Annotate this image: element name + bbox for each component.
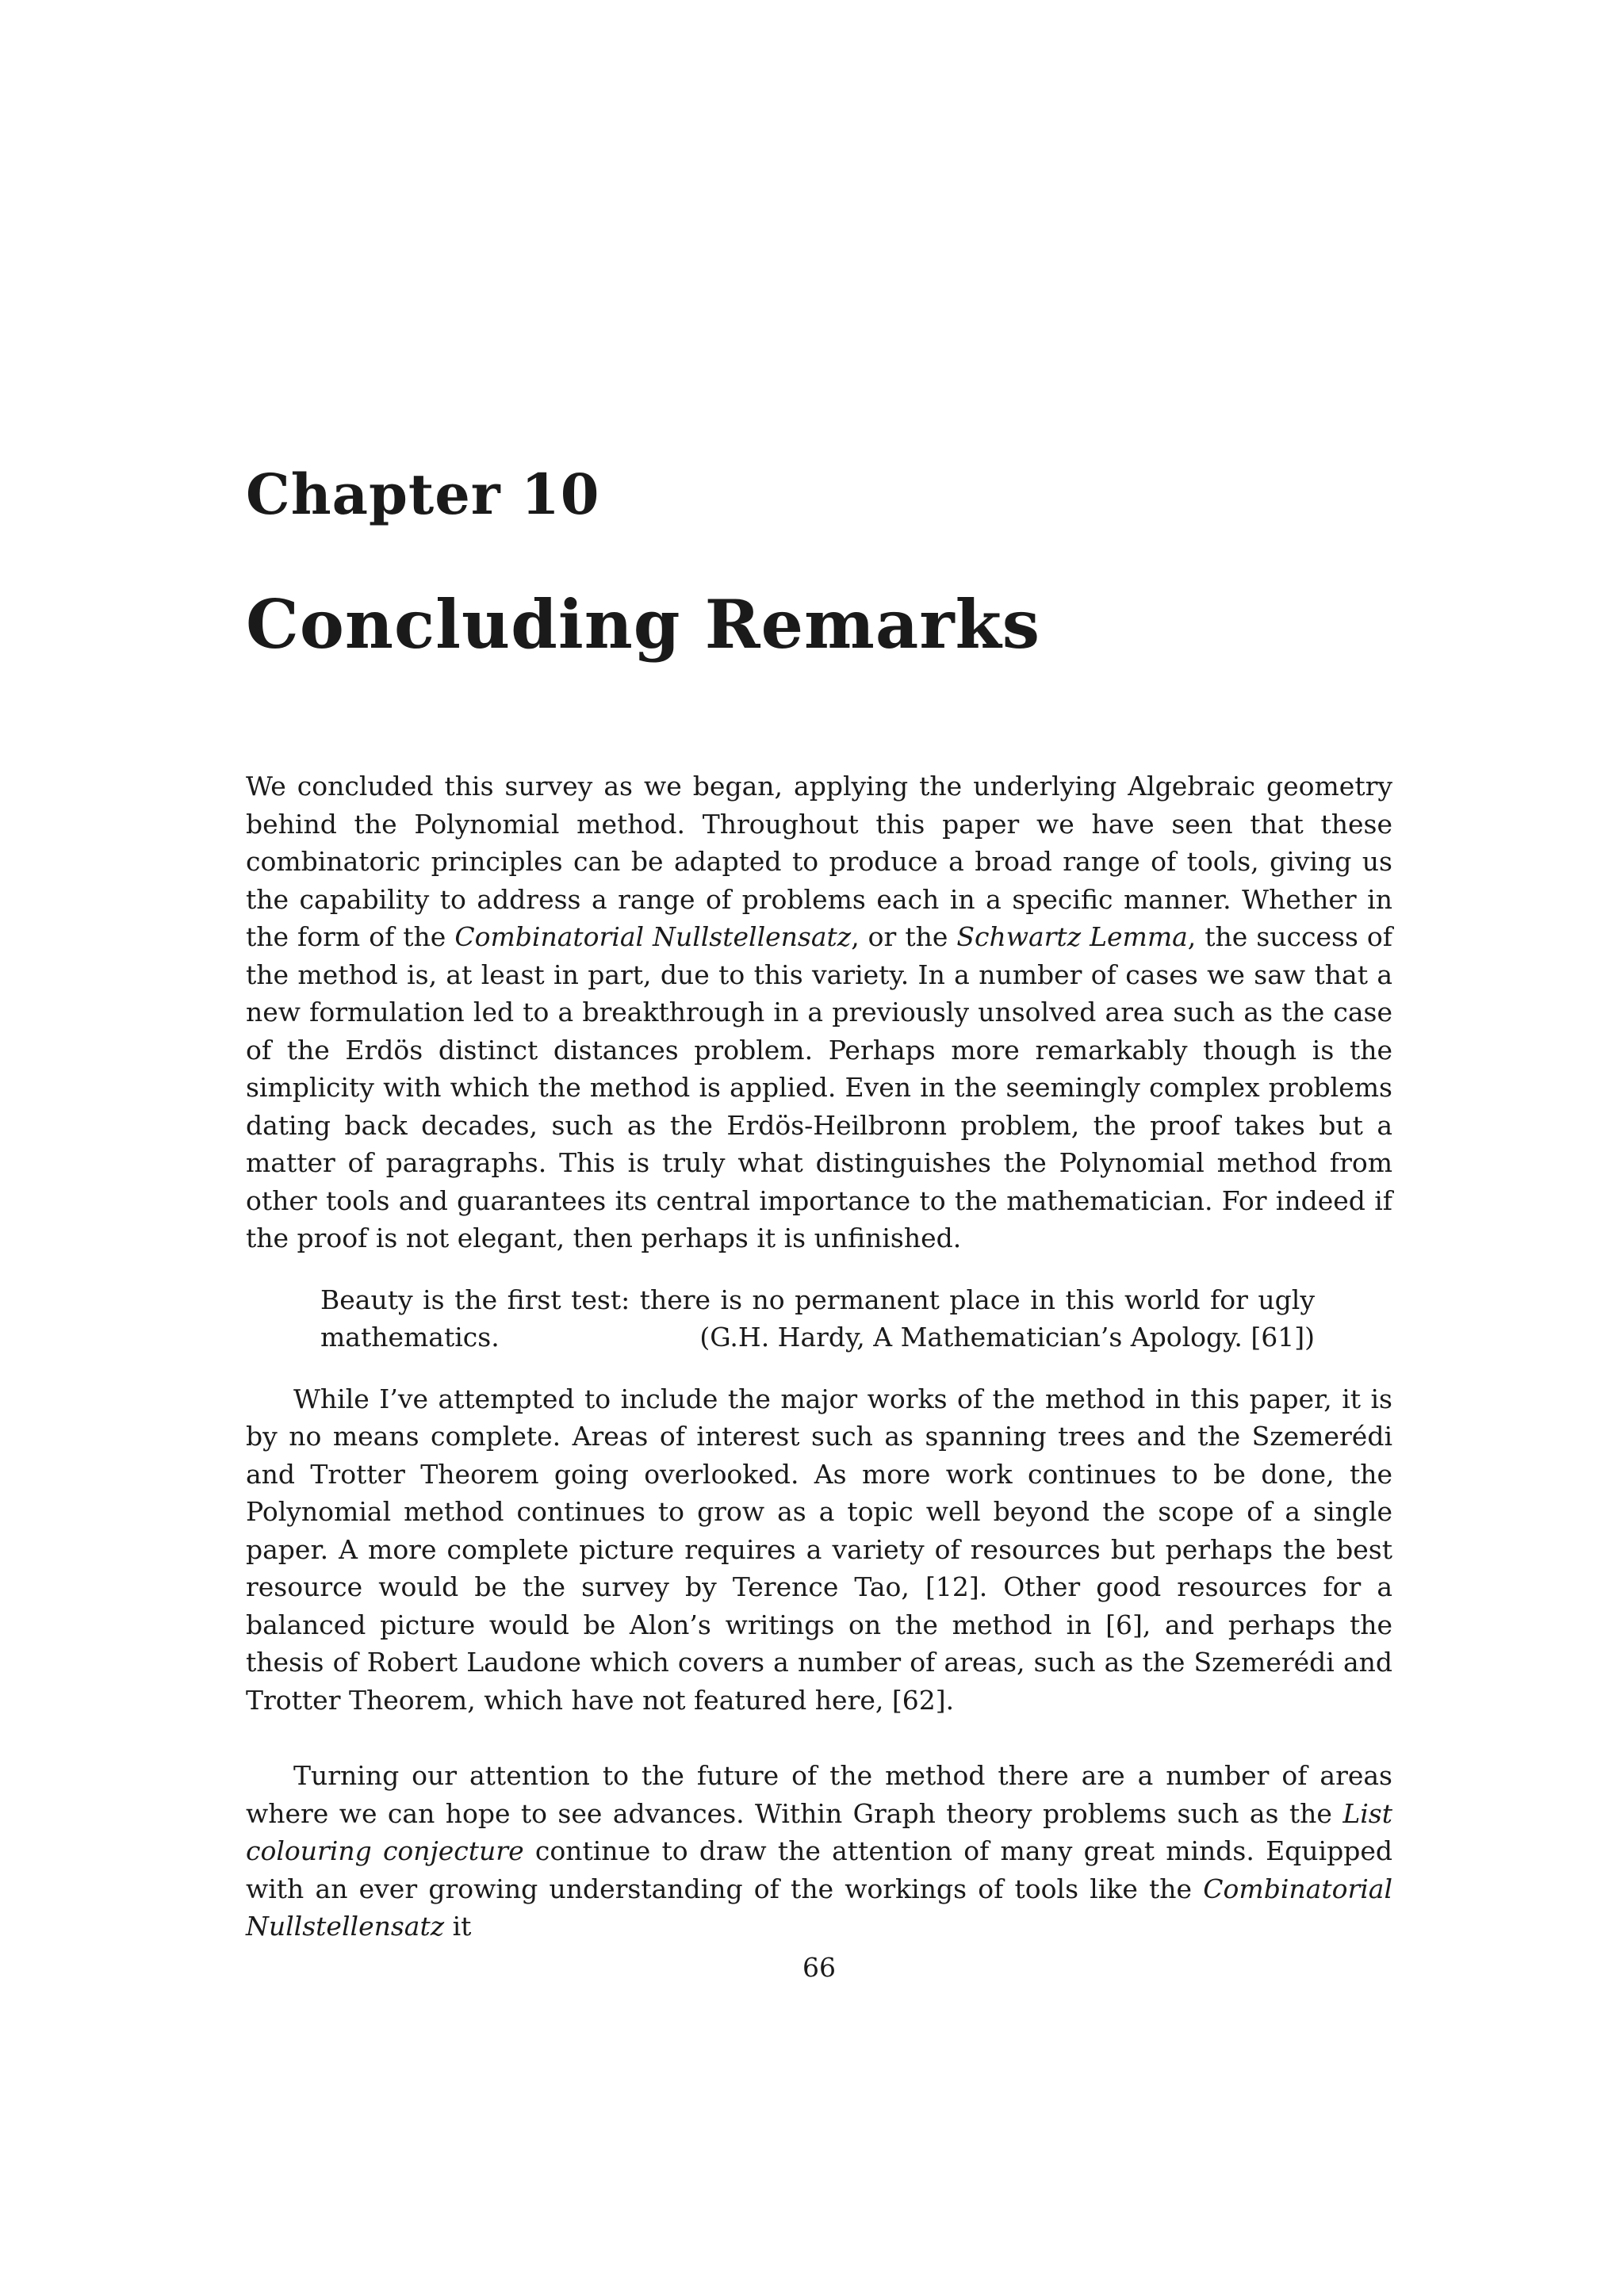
text-run-italic: List colouring conjecture	[246, 1797, 1392, 1866]
text-run-italic: Combinatorial Nullstellensatz	[246, 1873, 1392, 1942]
text-run: , or the	[851, 921, 957, 952]
text-run: continue to draw the attention of many great minds. Equipped with an ever growing understanding of the workings of tools like the	[246, 1835, 1392, 1904]
text-run-italic: Schwartz Lemma	[956, 921, 1188, 952]
document-page	[246, 0, 1392, 2296]
page-number: 66	[802, 1952, 836, 1983]
paragraph-future	[246, 1757, 1392, 1946]
text-run: We concluded this survey as we began, applying the underlying Algebraic geometry behind the Polynomial method. Throughout this paper we have seen that these combinatoric principles can be adapted to produce a broad range of tools, giving us the capability to address a range of problems each in a specific manner. Whether in the form of the	[246, 771, 1392, 952]
text-run: , the success of the method is, at least in part, due to this variety. In a number of cases we saw that a new formulation led to a breakthrough in a previously unsolved area such as the case of the Erdös distinct distances problem. Perhaps more remarkably though is the simplicity with which the method is applied. Even in the seemingly complex problems dating back decades, such as the Erdös-Heilbronn problem, the proof takes but a matter of paragraphs. This is truly what distinguishes the Polynomial method from other tools and guarantees its central importance to the mathematician. For indeed if the proof is not elegant, then perhaps it is unfinished.	[246, 921, 1392, 1253]
quote-text: Beauty is the first test: there is no permanent place in this world for ugly mathematics.	[320, 1284, 1315, 1353]
chapter-label: Chapter 10	[246, 461, 600, 527]
chapter-title: Concluding Remarks	[246, 585, 1041, 664]
text-run: Turning our attention to the future of the method there are a number of areas where we can hope to see advances. Within Graph theory problems such as the	[246, 1760, 1392, 1829]
text-run-italic: Combinatorial Nullstellensatz	[454, 921, 852, 952]
text-run: it	[444, 1911, 472, 1942]
paragraph-intro	[246, 767, 1392, 1257]
quote-citation: (G.H. Hardy, A Mathematician’s Apology. [61])	[699, 1322, 1315, 1353]
block-quote	[320, 1281, 1315, 1357]
body-text	[246, 767, 1392, 1946]
paragraph-coverage: While I’ve attempted to include the major works of the method in this paper, it is by no means complete. Areas of interest such as spanning trees and the Szemerédi and Trotter Theorem going overlooked. As more work continues to be done, the Polynomial method continues to grow as a topic well beyond the scope of a single paper. A more complete picture requires a variety of resources but perhaps the best resource would be the survey by Terence Tao, [12]. Other good resources for a balanced picture would be Alon’s writings on the method in [6], and perhaps the thesis of Robert Laudone which covers a number of areas, such as the Szemerédi and Trotter Theorem, which have not featured here, [62].	[246, 1383, 1392, 1716]
